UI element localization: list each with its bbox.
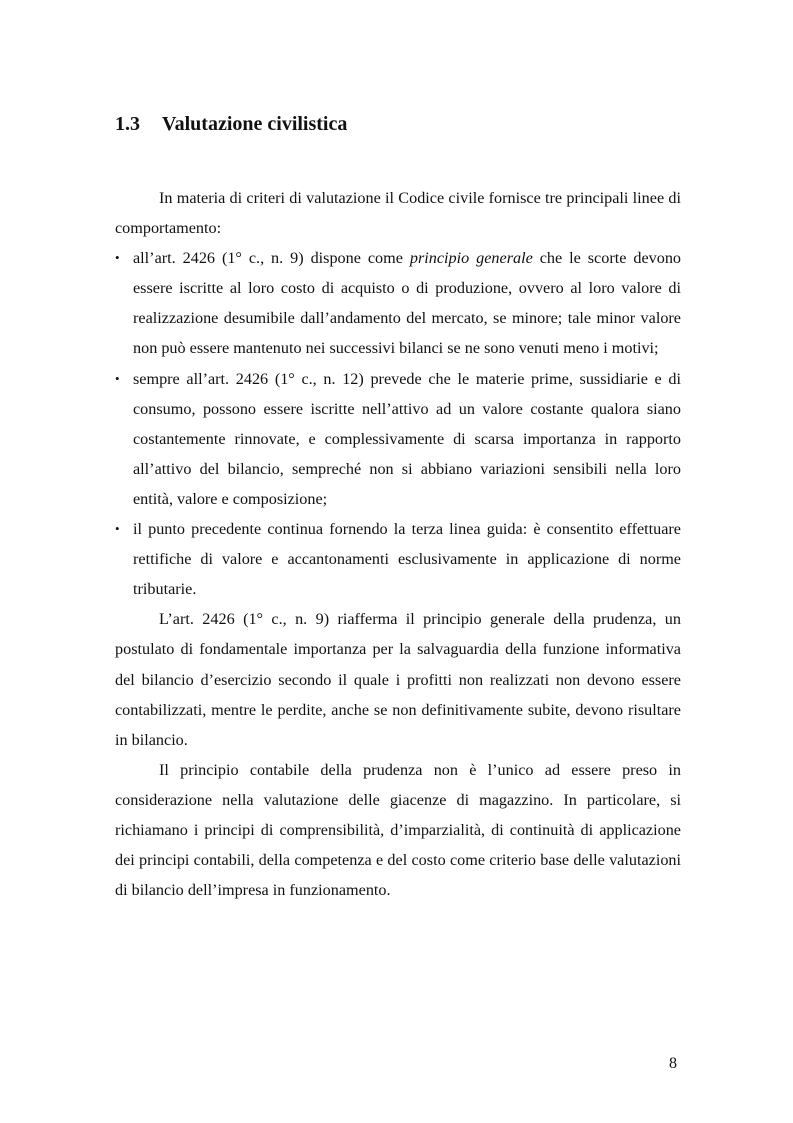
bullet-icon: •	[115, 370, 120, 386]
list-item-text: sempre all’art. 2426 (1° c., n. 12) prevede che le materie prime, sussidiarie e di consumo, possono essere iscritte nell’attivo ad un valore costante qualora siano costantemente rinnovate, e complessivamente di scarsa importanza in rapporto all’attivo del bilancio, sempreché non si abbiano variazioni sensibili nella loro entità, valore e composizione;	[133, 369, 681, 508]
section-heading	[115, 113, 347, 136]
prudence-paragraph: L’art. 2426 (1° c., n. 9) riafferma il principio generale della prudenza, un postulato di fondamentale importanza per la salvaguardia della funzione informativa del bilancio d’esercizio secondo il quale i profitti non realizzati non devono essere contabilizzati, mentre le perdite, anche se non definitivamente subite, devono risultare in bilancio.	[115, 610, 681, 749]
intro-paragraph: In materia di criteri di valutazione il Codice civile fornisce tre principali linee di comportamento:	[115, 189, 681, 238]
list-item	[115, 243, 681, 363]
list-item-text: il punto precedente continua fornendo la terza linea guida: è consentito effettuare rettifiche di valore e accantonamenti esclusivamente in applicazione di norme tributarie.	[133, 520, 681, 599]
section-number: 1.3	[115, 113, 140, 135]
bullet-icon: •	[115, 521, 120, 537]
body-text	[115, 183, 681, 905]
list-item	[115, 514, 681, 604]
list-item	[115, 364, 681, 514]
bullet-icon: •	[115, 250, 120, 266]
list-item-emphasis: principio generale	[409, 249, 533, 268]
list-item-text-end: che le scorte devono essere iscritte al loro costo di acquisto o di produzione, ovvero al loro valore di realizzazione desumibile dall’andamento del mercato, se minore; tale minor valore non può essere mantenuto nei successivi bilanci se ne sono venuti meno i motivi;	[133, 249, 682, 358]
page-number: 8	[669, 1055, 677, 1072]
criteria-list	[115, 243, 681, 604]
list-item-text-start: all’art. 2426 (1° c., n. 9) dispone come	[133, 249, 410, 268]
principles-paragraph: Il principio contabile della prudenza non è l’unico ad essere preso in considerazione nella valutazione delle giacenze di magazzino. In particolare, si richiamano i principi di comprensibilità, d’imparzialità, di continuità di applicazione dei principi contabili, della competenza e del costo come criterio base delle valutazioni di bilancio dell’impresa in funzionamento.	[115, 760, 681, 900]
section-title: Valutazione civilistica	[162, 113, 348, 135]
